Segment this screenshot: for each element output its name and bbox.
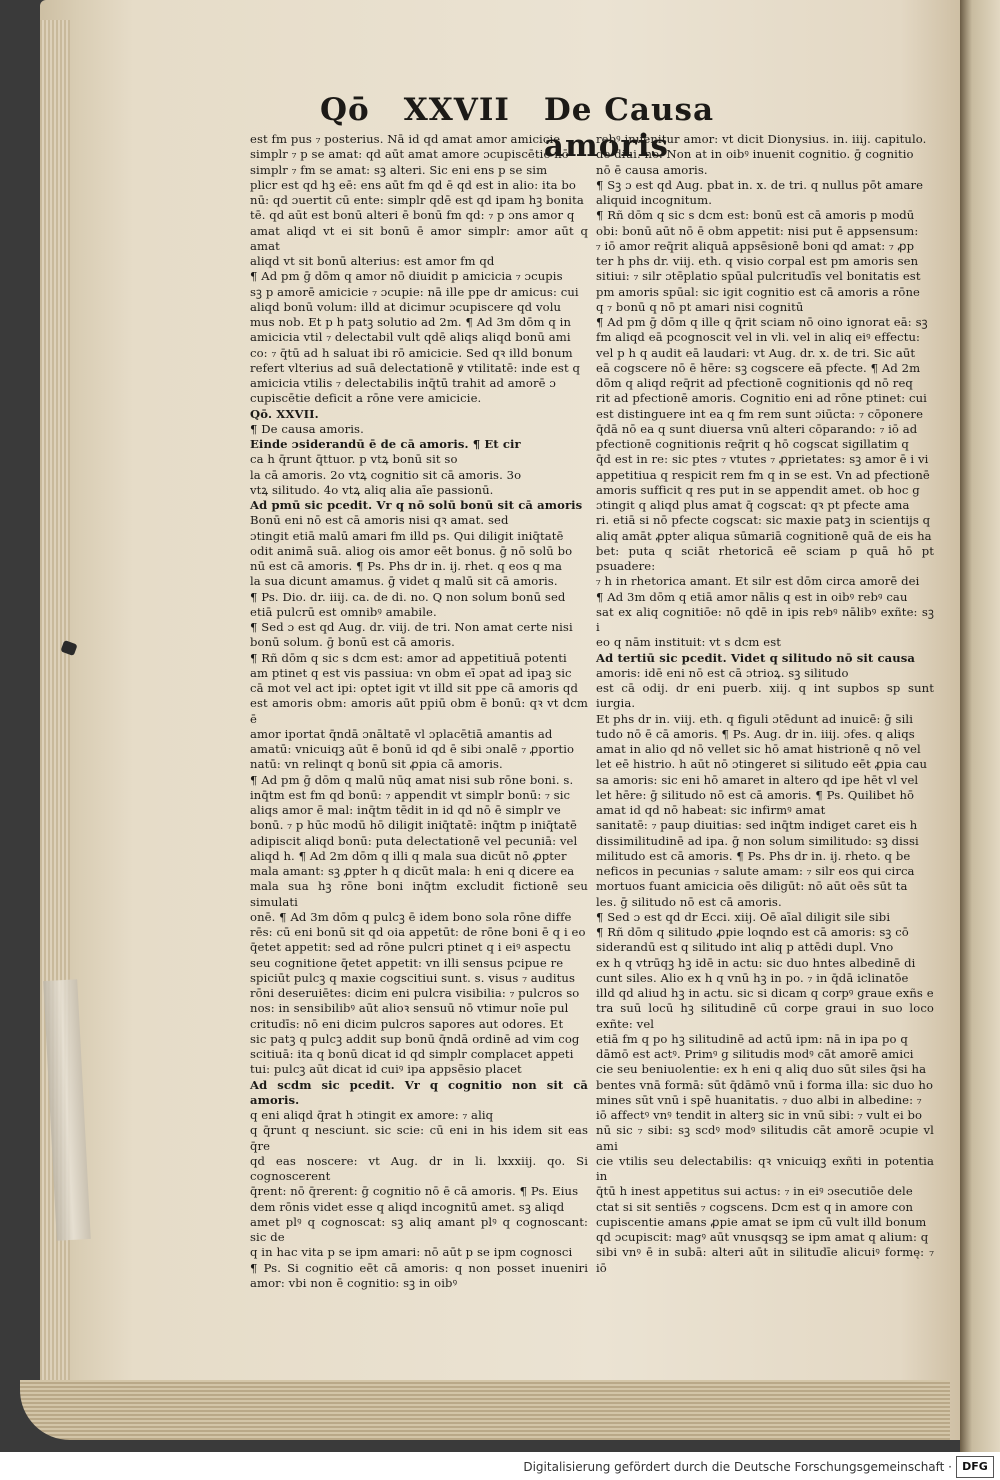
text-line: sitiui: ₇ silr ɔtēplatio spūal pulcritudīs vel bonitatis est <box>596 269 921 284</box>
text-line: am ptinet q est vis passiua: vn obm eī ɔpat ad ipaꝫ sic <box>250 665 572 680</box>
text-line: ex h q vtrūqꝫ hꝫ idē in actu: sic duo hntes albedinē di <box>596 955 916 970</box>
text-line: let hēre: ḡ silitudo nō est cā amoris. ¶ Ps. Quilibet hō <box>596 787 915 802</box>
text-line: Bonū eni nō est cā amoris nisi qꝛ amat. sed <box>250 513 509 528</box>
text-line: ri. etiā si nō pfecte cogscat: sic maxie patꝫ in scientijs q <box>596 513 931 528</box>
text-line: qd eas noscere: vt Aug. dr in li. lxxxiij. qo. Si cognoscerent <box>250 1153 588 1183</box>
text-line: nos: in sensibilibꝰ aūt alioꝛ sensuū nō vtimur noīe pul <box>250 1001 569 1016</box>
text-line: eā cogscere nō ē hēre: sꝫ cogscere eā pfecte. ¶ Ad 2m <box>596 360 921 375</box>
text-line: aliqs amor ē mal: inq̄tm tēdit in id qd nō ē simplr ve <box>250 803 561 817</box>
text-line: ¶ Rñ dōm q sic s dcm est: bonū est cā amoris p modū <box>596 208 915 223</box>
text-line: sanitatē: ₇ paup diuitias: sed inq̄tm indiget caret eis h <box>596 818 918 833</box>
text-line: nū est cā amoris. ¶ Ps. Phs dr in. ij. rhet. q eos q ma <box>250 559 562 573</box>
text-line: sic patꝫ q pulcꝫ addit sup bonū q̄ndā ordinē ad vim cog <box>250 1031 580 1046</box>
text-line: Et phs dr in. viij. eth. q figuli ɔtēdunt ad inuicē: ḡ sili <box>596 711 914 726</box>
text-line: ca h q̄runt q̄ttuor. p vtꝝ bonū sit so <box>250 452 458 467</box>
text-line: cupiscentie amans ꝓpie amat se ipm cū vult illd bonum <box>596 1214 927 1229</box>
text-line: ¶ De causa amoris. <box>250 421 364 436</box>
text-line: bet: puta q sciāt rhetoricā eē sciam p quā hō pt psuadere: <box>596 543 934 573</box>
text-line: sa amoris: sic eni hō amaret in altero qd ipe hēt vl vel <box>596 772 919 787</box>
text-line: ¶ Sed ɔ est qd dr Ecci. xiij. Oē aīal diligit sile sibi <box>596 909 891 924</box>
text-line: Qō. XXVII. <box>250 406 319 421</box>
text-line: ¶ Ps. Si cognitio eēt cā amoris: q non posset inueniri amor: vbi non ē cognitio: sꝫ in oibꝰ <box>250 1260 588 1290</box>
text-line: aliq amāt ꝓpter aliqua sūmariā cognitionē quā de eis ha <box>596 528 932 543</box>
text-line: q in hac vita p se ipm amari: nō aūt p se ipm cognosci <box>250 1245 573 1260</box>
text-line: ɔtingit etiā malū amari fm illd ps. Qui diligit iniq̄tatē <box>250 528 564 543</box>
text-line: les. ḡ silitudo nō est cā amoris. <box>596 894 782 909</box>
text-line: eo q nām instituit: vt s dcm est <box>596 635 782 650</box>
text-line: est amoris obm: amoris aūt ppiū obm ē bonū: qꝛ vt dcm ē <box>250 696 588 726</box>
text-line: aliquid incognitum. <box>596 193 712 207</box>
text-line: vtꝝ silitudo. 4o vtꝝ aliq alia aīe passionū. <box>250 482 494 497</box>
text-line: ¶ Rñ dōm q silitudo ꝓpie loqndo est cā amoris: sꝫ cō <box>596 925 909 939</box>
text-line: appetitiua q respicit rem fm q in se est. Vn ad pfectionē <box>596 467 930 482</box>
text-line: onē. ¶ Ad 3m dōm q pulcꝫ ē idem bono sola rōne diffe <box>250 909 572 924</box>
text-line: ɔtingit q aliqd plus amat q̄ cogscat: qꝛ pt pfecte ama <box>596 498 910 512</box>
text-line: q̄etet appetit: sed ad rōne pulcri ptinet q i eiꝰ aspectu <box>250 940 571 955</box>
text-line: dissimilitudinē ad ipa. ḡ non solum similitudo: sꝫ dissi <box>596 833 919 848</box>
text-line: cā mot vel act ipi: optet igit vt illd sit ppe cā amoris qd <box>250 681 578 695</box>
text-line: seu cognitione q̄etet appetit: vn illi sensus pcipue re <box>250 955 564 970</box>
facing-page-edge <box>960 0 1000 1452</box>
text-line: bentes vnā formā: sūt q̄dāmō vnū i forma illa: sic duo ho <box>596 1077 934 1092</box>
text-line: q̄d est in re: sic ptes ₇ vtutes ₇ ꝓprietates: sꝫ amor ē i vi <box>596 452 929 467</box>
text-line: la cā amoris. 2o vtꝝ cognitio sit cā amoris. 3o <box>250 467 522 482</box>
text-line: amatū: vnicuiqꝫ aūt ē bonū id qd ē sibi ɔnalē ₇ ꝓportio <box>250 742 575 756</box>
text-line: militudo est cā amoris. ¶ Ps. Phs dr in. ij. rheto. q be <box>596 848 911 863</box>
text-line: ¶ Sꝫ ɔ est qd Aug. pbat in. x. de tri. q nullus pōt amare <box>596 177 924 192</box>
text-line: odit animā suā. aliog ois amor eēt bonus. ḡ nō solū bo <box>250 543 573 558</box>
text-line: aliqd vt sit bonū alterius: est amor fm qd <box>250 254 495 268</box>
text-line: nū: qd ɔuertit cū ente: simplr qdē est qd ipam hꝫ bonita <box>250 193 584 207</box>
text-line: spiciūt pulcꝫ q maxie cogscitiui sunt. s. visus ₇ auditus <box>250 970 576 985</box>
text-line: adipiscit aliqd bonū: puta delectationē vel pecuniā: vel <box>250 833 578 848</box>
text-line: obi: bonū aūt nō ē obm appetit: nisi put ē appsensum: <box>596 223 919 238</box>
text-line: Ad pmū sic pcedit. Vr q nō solū bonū sit cā amoris <box>250 498 583 512</box>
text-line: amicicia vtil ₇ delectabil vult qdē aliqs aliqd bonū ami <box>250 330 571 345</box>
text-line: sꝫ p amorē amicicie ₇ ɔcupie: nā ille ppe dr amicus: cui <box>250 284 579 299</box>
text-line: simplr ₇ p se amat: qd aūt amat amore ɔcupiscētie nō <box>250 147 569 162</box>
text-line: cunt siles. Alio ex h q vnū hꝫ in po. ₇ in q̄dā iclinatōe <box>596 970 909 985</box>
text-line: ¶ Ad 3m dōm q etiā amor nālis q est in oibꝰ rebꝰ cau <box>596 589 908 604</box>
text-line: Einde ɔsiderandū ē de cā amoris. ¶ Et cir <box>250 437 521 451</box>
header-question-number: XXVII <box>403 92 510 128</box>
dfg-logo: DFG <box>956 1456 994 1478</box>
text-line: tudo nō ē cā amoris. ¶ Ps. Aug. dr in. iiij. ɔfes. q aliqs <box>596 726 915 741</box>
text-line: dāmō est actꝰ. Primꝰ g silitudis modꝰ cāt amorē amici <box>596 1047 914 1061</box>
text-line: pfectionē cognitionis req̄rit q hō cogscat sigillatim q <box>596 437 909 451</box>
text-line: ¶ Ps. Dio. dr. iiij. ca. de di. no. Q non solum bonū sed <box>250 589 566 604</box>
text-line: tra suū locū hꝫ silitudinē cū corpe graui in suo loco exñte: vel <box>596 1001 934 1031</box>
text-line: amor iportat q̄ndā ɔnāltatē vl ɔplacētiā amantis ad <box>250 726 553 741</box>
text-line: de diui. no. Non at in oibꝰ inuenit cognitio. ḡ cognitio <box>596 147 914 162</box>
text-line: bonū solum. ḡ bonū est cā amoris. <box>250 635 455 650</box>
text-line: Ad tertiū sic pcedit. Videt q silitudo nō sit causa <box>596 650 915 665</box>
text-line: co: ₇ q̄tū ad h saluat ibi rō amicicie. Sed qꝛ illd bonum <box>250 345 573 360</box>
text-line: illd qd aliud hꝫ in actu. sic si dicam q corpꝰ graue exñs e <box>596 986 934 1000</box>
text-line: plicr est qd hꝫ eē: ens aūt fm qd ē qd est in alio: ita bo <box>250 177 576 192</box>
text-line: est cā odij. dr eni puerb. xiij. q int supbos sp sunt iurgia. <box>596 681 934 711</box>
text-line: cupiscētie deficit a rōne vere amicicie. <box>250 391 482 406</box>
text-column-right <box>596 132 934 1276</box>
text-line: amat in alio qd nō vellet sic hō amat histrionē q nō vel <box>596 742 921 756</box>
text-line: amat aliqd vt ei sit bonū ē amor simplr: amor aūt q amat <box>250 223 588 253</box>
text-line: mala amant: sꝫ ꝓpter h q dicūt mala: h eni q dicere ea <box>250 864 575 878</box>
text-line: q eni aliqd q̄rat h ɔtingit ex amore: ₇ aliq <box>250 1108 494 1122</box>
text-line: let eē histrio. h aūt nō ɔtingeret si silitudo eēt ꝓpia cau <box>596 757 928 772</box>
text-column-left <box>250 132 588 1291</box>
text-line: vel p h q audit eā laudari: vt Aug. dr. x. de tri. Sic aūt <box>596 345 916 360</box>
text-line: qd ɔcupiscit: magꝰ aūt vnusqsqꝫ se ipm amat q alium: q <box>596 1230 929 1244</box>
page-bottom-edges <box>20 1380 950 1440</box>
text-line: iō affectꝰ vnꝰ tendit in alterꝫ sic in vnū sibi: ₇ vult ei bo <box>596 1108 923 1122</box>
header-title: De Causa amoris <box>543 92 715 164</box>
text-line: simplr ₇ fm se amat: sꝫ alteri. Sic eni ens p se sim <box>250 162 548 177</box>
text-line: cie vtilis seu delectabilis: qꝛ vnicuiqꝫ exñti in potentia in <box>596 1153 934 1183</box>
text-line: ter h phs dr. viij. eth. q visio corpal est pm amoris sen <box>596 254 919 268</box>
text-line: amoris sufficit q res put in se appendit amet. ob hoc g <box>596 482 920 497</box>
text-line: rēs: cū eni bonū sit qd oia appetūt: de rōne boni ē q i eo <box>250 925 586 939</box>
text-line: dōm q aliqd req̄rit ad pfectionē cognitionis qd nō req <box>596 376 913 390</box>
text-line: Ad scdm sic pcedit. Vr q cognitio non sit cā amoris. <box>250 1077 588 1107</box>
text-line: amat id qd nō habeat: sic infirmꝰ amat <box>596 803 826 817</box>
text-line: sat ex aliq cognitiōe: nō qdē in ipis rebꝰ nālibꝰ exñte: sꝫ i <box>596 604 934 634</box>
text-line: ¶ Sed ɔ est qd Aug. dr. viij. de tri. Non amat certe nisi <box>250 620 573 634</box>
text-line: natū: vn relinqt q bonū sit ꝓpia cā amoris. <box>250 757 503 772</box>
text-line: la sua dicunt amamus. ḡ videt q malū sit cā amoris. <box>250 574 558 589</box>
text-line: rit ad pfectionē amoris. Cognitio eni ad rōne ptinet: cui <box>596 391 927 406</box>
digitization-footer <box>0 1452 1000 1480</box>
text-line: etiā pulcrū est omnibꝰ amabile. <box>250 604 437 619</box>
text-line: tui: pulcꝫ aūt dicat id cuiꝰ ipa appsēsio placet <box>250 1062 522 1077</box>
text-line: mortuos fuant amicicia oēs diligūt: nō aūt oēs sūt ta <box>596 879 908 894</box>
footer-credit: Digitalisierung gefördert durch die Deutsche Forschungsgemeinschaft · <box>523 1460 952 1474</box>
text-line: bonū. ₇ p hūc modū hō diligit iniq̄tatē: inq̄tm p iniq̄tatē <box>250 818 577 833</box>
text-line: est distinguere int ea q fm rem sunt ɔiūcta: ₇ cōponere <box>596 406 924 421</box>
text-line: mines sūt vnū i spē huanitatis. ₇ duo albi in albedine: ₇ <box>596 1092 922 1107</box>
text-line: mus nob. Et p h patꝫ solutio ad 2m. ¶ Ad 3m dōm q in <box>250 315 572 329</box>
text-line: aliqd bonū volum: illd at dicimur ɔcupiscere qd volu <box>250 299 562 314</box>
text-line: nō ē causa amoris. <box>596 162 708 177</box>
text-line: q ₇ bonū q nō pt amari nisi cognitū <box>596 299 804 314</box>
text-line: cie seu beniuolentie: ex h eni q aliq duo sūt siles q̄si ha <box>596 1062 927 1077</box>
text-line: rebꝰ inuenitur amor: vt dicit Dionysius. in. iiij. capitulo. <box>596 132 927 146</box>
text-line: inq̄tm est fm qd bonū: ₇ appendit vt simplr bonū: ₇ sic <box>250 787 571 802</box>
text-line: amoris: idē eni nō est cā ɔtrioꝝ. sꝫ silitudo <box>596 665 849 680</box>
text-line: ₇ h in rhetorica amant. Et silr est dōm circa amorē dei <box>596 574 920 589</box>
text-line: tē. qd aūt est bonū alteri ē bonū fm qd: ₇ p ɔns amor q <box>250 208 575 223</box>
text-line: ¶ Ad pm ḡ dōm q malū nūq amat nisi sub rōne boni. s. <box>250 772 574 787</box>
text-line: q̄tū h inest appetitus sui actus: ₇ in eiꝰ ɔsecutiōe dele <box>596 1184 913 1199</box>
text-line: nū sic ₇ sibi: sꝫ scdꝰ modꝰ silitudis cāt amorē ɔcupie vl ami <box>596 1123 934 1153</box>
text-line: aliqd h. ¶ Ad 2m dōm q illi q mala sua dicūt nō ꝓpter <box>250 848 567 863</box>
text-line: dem rōnis videt esse q aliqd incognitū amet. sꝫ aliqd <box>250 1199 565 1214</box>
text-line: neficos in pecunias ₇ salute amam: ₇ silr eos qui circa <box>596 864 915 878</box>
text-line: amicicia vtilis ₇ delectabilis inq̄tū trahit ad amorē ɔ <box>250 376 556 390</box>
text-line: etiā fm q po hꝫ silitudinē ad actū ipm: nā in ipa po q <box>596 1031 908 1046</box>
text-line: scitiuā: ita q bonū dicat id qd simplr complacet appeti <box>250 1047 574 1061</box>
text-line: siderandū est q silitudo int aliq p attēdi dupl. Vno <box>596 940 894 955</box>
text-line: q q̄runt q nesciunt. sic scie: cū eni in his idem sit eas q̄re <box>250 1123 588 1153</box>
text-line: ctat si sit sentiēs ₇ cogscens. Dcm est q in amore con <box>596 1199 914 1214</box>
text-line: ¶ Rñ dōm q sic s dcm est: amor ad appetitiuā potenti <box>250 650 567 665</box>
text-line: sibi vnꝰ ē in subā: alteri aūt in silitudīe alicuiꝰ formę: ₇ iō <box>596 1245 934 1275</box>
header-question-abbr: Qō <box>320 92 370 128</box>
text-line: q̄dā nō ea q sunt diuersa vnū alteri cōparando: ₇ iō ad <box>596 421 918 436</box>
text-line: est fm pus ₇ posterius. Nā id qd amat amor amicicie <box>250 132 561 146</box>
text-line: ₇ iō amor req̄rit aliquā appsēsionē boni qd amat: ₇ ꝓp <box>596 238 915 253</box>
text-line: q̄rent: nō q̄rerent: ḡ cognitio nō ē cā amoris. ¶ Ps. Eius <box>250 1184 579 1199</box>
text-line: fm aliqd eā pcognoscit vel in vli. vel in aliq eiꝰ effectu: <box>596 330 921 345</box>
text-line: pm amoris spūal: sic igit cognitio est cā amoris a rōne <box>596 284 921 299</box>
text-line: mala sua hꝫ rōne boni inq̄tm excludit fictionē seu simulati <box>250 879 588 909</box>
text-line: refert vlterius ad suā delectationē ꝟ vtilitatē: inde est q <box>250 360 581 375</box>
text-line: ¶ Ad pm ḡ dōm q ille q q̄rit sciam nō oino ignorat eā: sꝫ <box>596 315 928 329</box>
text-line: critudīs: nō eni dicim pulcros sapores aut odores. Et <box>250 1016 564 1031</box>
text-line: ¶ Ad pm ḡ dōm q amor nō diuidit p amicicia ₇ ɔcupis <box>250 269 563 284</box>
text-line: rōni deseruiētes: dicim eni pulcra visibilia: ₇ pulcros so <box>250 986 580 1000</box>
text-line: amet plꝰ q cognoscat: sꝫ aliq amant plꝰ q cognoscant: sic de <box>250 1214 588 1244</box>
